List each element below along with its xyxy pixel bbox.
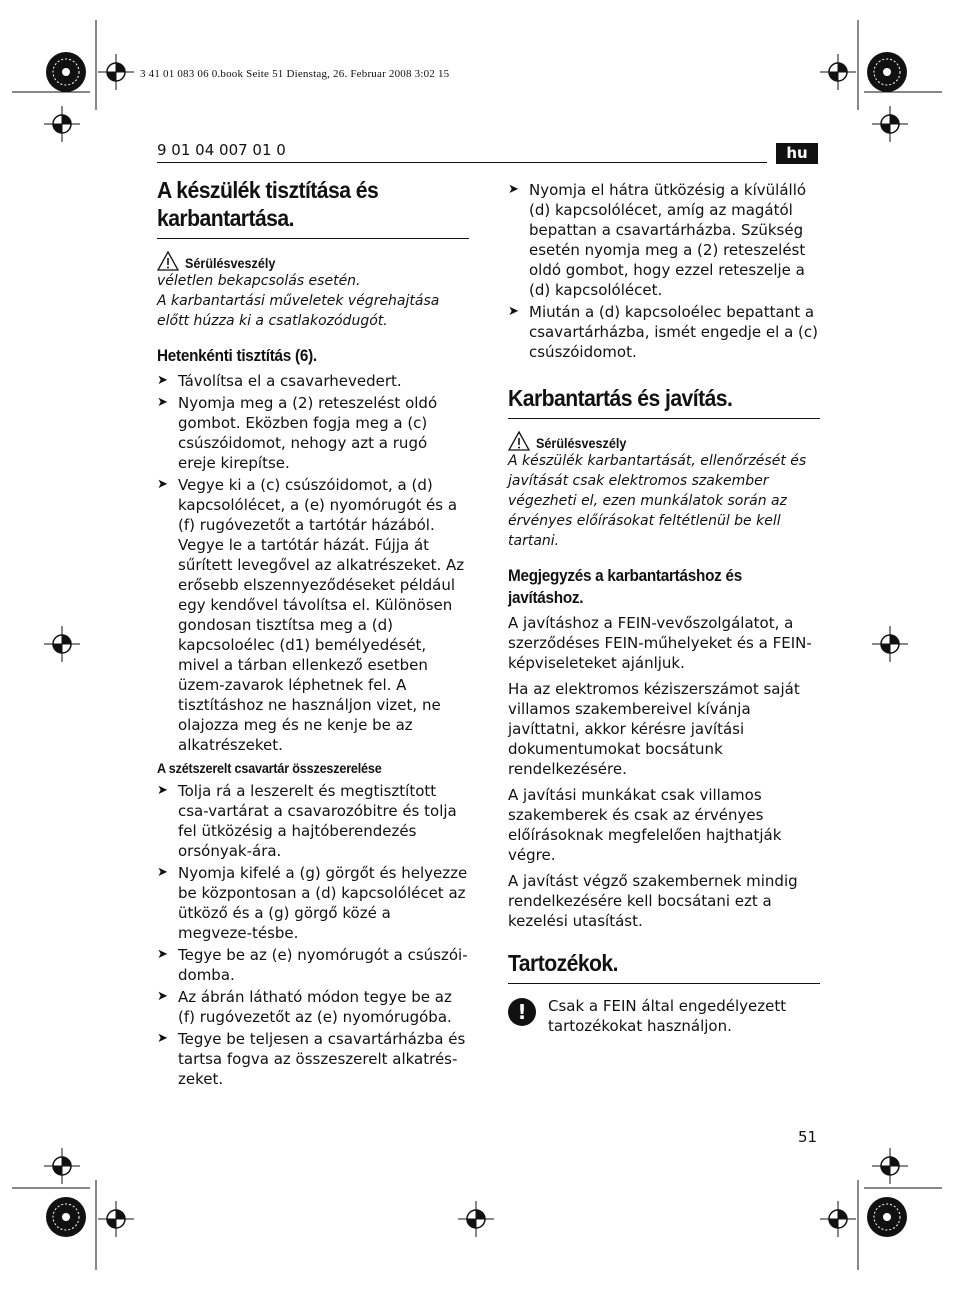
language-badge: hu — [776, 143, 818, 164]
list-item: ➤ Tegye be az (e) nyomórugót a csúszói-domba. — [157, 946, 468, 984]
arrow-bullet-icon: ➤ — [508, 304, 519, 319]
left-column — [157, 176, 469, 1093]
list-item: ➤ Tegye be teljesen a csavartárházba és tartsa fogva az összeszerelt alkatrés-zeket. — [157, 1030, 466, 1088]
maintenance-title: Karbantartás és javítás. — [508, 385, 733, 411]
list-item: ➤ Vegye ki a (c) csúszóidomot, a (d) kapcsolólécet, a (e) nyomórugót és a (f) rugóvezetőt a tartótár házából. Vegye le a tartótár házát. Fújja át sűrített levegővel az alkatrészeket. Az erősebb elszennyeződéseket például egy kendővel távolítsa el. Különösen gondosan tisztítsa meg a (d) kapcsoloélec (d1) bemélyedését, mivel a tárban ellenkező esetben üzem-zavarok léphetnek fel. A tisztításhoz ne használjon vizet, ne olajozza meg és ne kenje be az alkatrészeket. — [157, 476, 465, 754]
crosshair-icon — [872, 626, 908, 662]
crosshair-icon — [872, 1148, 908, 1184]
warning-title: Sérülésveszély — [185, 255, 276, 271]
arrow-bullet-icon: ➤ — [157, 947, 168, 962]
note-block — [508, 996, 820, 1036]
arrow-bullet-icon: ➤ — [157, 989, 168, 1004]
crosshair-icon — [458, 1201, 494, 1237]
arrow-bullet-icon: ➤ — [157, 395, 168, 410]
warning-text: A készülék karbantartását, ellenőrzését és javítását csak elektromos szakember végezheti el, ezen munkálatok során az érvényes előírásokat feltétlenül be kell tartani. — [508, 453, 807, 549]
crosshair-icon — [44, 106, 80, 142]
warning-block — [508, 431, 820, 451]
warning-block — [157, 251, 469, 271]
list-item: ➤ Az ábrán látható módon tegye be az (f) rugóvezetőt az (e) nyomórugóba. — [157, 988, 452, 1026]
arrow-bullet-icon: ➤ — [157, 783, 168, 798]
crosshair-icon — [44, 626, 80, 662]
list-item: ➤ Tolja rá a leszerelt és megtisztított csa-vartárat a csavarozóbitre és tolja fel ütközésig a hajtóberendezés orsónyak-ára. — [157, 782, 457, 860]
crosshair-icon — [44, 1148, 80, 1184]
section-heading-wrap — [508, 384, 820, 419]
paragraph: A javítási munkákat csak villamos szakemberek és csak az érvényes előírásoknak megfelelően hajthatják végre. — [508, 786, 782, 864]
exclamation-icon: ! — [508, 998, 536, 1026]
section-heading-wrap — [508, 949, 820, 984]
accessories-title: Tartozékok. — [508, 950, 618, 976]
list-item: ➤ Távolítsa el a csavarhevedert. — [157, 372, 402, 390]
note-text: Csak a FEIN által engedélyezett tartozékokat használjon. — [548, 997, 787, 1035]
list-item: ➤ Nyomja el hátra ütközésig a kívülálló (d) kapcsolólécet, amíg az magától bepattan a csavartárházba. Szükség esetén nyomja meg a (2) reteszelést oldó gombot, hogy ezzel reteszelje a (d) kapcsolólécet. — [508, 181, 807, 299]
arrow-bullet-icon: ➤ — [157, 1031, 168, 1046]
arrow-bullet-icon: ➤ — [508, 182, 519, 197]
header-rule — [157, 162, 767, 163]
list-item: ➤ Nyomja meg a (2) reteszelést oldó gombot. Eközben fogja meg a (c) csúszóidomot, nehogy azt a rugó ereje kirepítse. — [157, 394, 438, 472]
warning-title: Sérülésveszély — [536, 435, 627, 451]
document-number: 9 01 04 007 01 0 — [157, 141, 286, 159]
registration-star-icon — [867, 1197, 907, 1237]
reassembly-list — [157, 781, 469, 1089]
list-item: ➤ Nyomja kifelé a (g) görgőt és helyezze be központosan a (d) kapcsolólécet az ütköző és a (g) görgő közé a megveze-tésbe. — [157, 864, 468, 942]
page-title: A készülék tisztítása és karbantartása. — [157, 177, 379, 231]
warning-triangle-icon — [157, 251, 179, 271]
section-heading-wrap — [157, 176, 469, 239]
crosshair-icon — [872, 106, 908, 142]
crosshair-icon — [98, 54, 134, 90]
list-item: ➤ Miután a (d) kapcsoloélec bepattant a csavartárházba, ismét engedje el a (c) csúszóidomot. — [508, 303, 819, 361]
registration-star-icon — [46, 1197, 86, 1237]
arrow-bullet-icon: ➤ — [157, 373, 168, 388]
paragraph: A javításhoz a FEIN-vevőszolgálatot, a szerződéses FEIN-műhelyeket és a FEIN-képviseleteket ajánljuk. — [508, 614, 812, 672]
crosshair-icon — [820, 54, 856, 90]
crosshair-icon — [98, 1201, 134, 1237]
section-title-maintenance-note: Megjegyzés a karbantartáshoz és javításhoz. — [508, 566, 742, 607]
book-metadata: 3 41 01 083 06 0.book Seite 51 Dienstag, 26. Februar 2008 3:02 15 — [140, 68, 450, 80]
registration-star-icon — [46, 52, 86, 92]
registration-star-icon — [867, 52, 907, 92]
section-title-reassembly: A szétszerelt csavartár összeszerelése — [157, 760, 382, 776]
warning-triangle-icon — [508, 431, 530, 451]
paragraph: Ha az elektromos kéziszerszámot saját villamos szakembereivel kívánja javíttatni, akkor kérésre javítási dokumentumokat bocsátunk rendelkezésére. — [508, 680, 800, 778]
arrow-bullet-icon: ➤ — [157, 477, 168, 492]
weekly-cleaning-list — [157, 371, 469, 755]
arrow-bullet-icon: ➤ — [157, 865, 168, 880]
page-number: 51 — [798, 1128, 818, 1146]
reassembly-continued-list — [508, 180, 820, 362]
warning-line: A karbantartási műveletek végrehajtása előtt húzza ki a csatlakozódugót. — [157, 293, 440, 329]
paragraph: A javítást végző szakembernek mindig rendelkezésére kell bocsátani ezt a kezelési utasítást. — [508, 872, 798, 930]
right-column — [508, 180, 820, 1036]
crosshair-icon — [820, 1201, 856, 1237]
warning-line: véletlen bekapcsolás esetén. — [157, 273, 361, 289]
section-title-weekly-cleaning: Hetenkénti tisztítás (6). — [157, 346, 317, 365]
